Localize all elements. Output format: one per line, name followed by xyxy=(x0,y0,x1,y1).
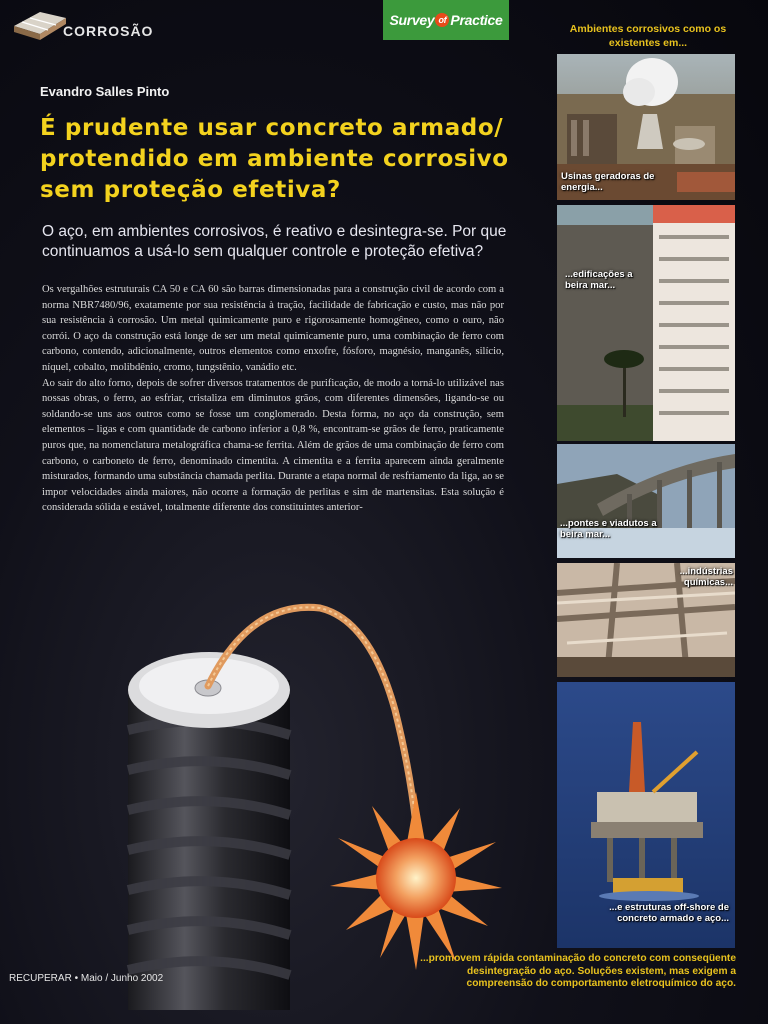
seaside-building-image xyxy=(557,205,735,441)
photo-chemical-industry xyxy=(557,563,735,677)
body-paragraph: Ao sair do alto forno, depois de sofrer diversos tratamentos de purificação, de modo a torná-lo utilizável nas nossas obras, o ferro, ao esfriar, cristaliza em diminutos grãos, com diferentes dimensões, ligando-se ou soldando-se uns aos outros como se fosse um conglomerado. Desta forma, no aço da construção, sem elementos – ligas e com quantidade de carbono inferior a 0,8 %, encontram-se grãos de ferro, praticamente puros que, na nomenclatura metalográfica chama-se ferrita. Além de grãos de uma combinação de ferro com carbono, o carboneto de ferro, denominado cimentita. A cimentita e a ferrita aparecem ainda geralmente misturados, formando uma substância chamada perlita. Durante a etapa normal de resfriamento da liga, ao se impor velocidades ainda maiores, não ocorre a formação de perlitas e sim de martensitas. Esta solução é considerada sólida e estável, totalmente diferente dos constituintes anterior- xyxy=(42,377,504,514)
body-paragraph: Os vergalhões estruturais CA 50 e CA 60 são barras dimensionadas para a construção civil de acordo com a norma NBR7480/96, exatamente por sua resistência à tração, facilidade de fabricação e custo, mas não por sua resistência à corrosão. Um metal quimicamente puro e rigorosamente homogêneo, como o ouro, não corrói. O aço da construção está longe de ser um metal quimicamente puro, uma combinação de ferro com carbono, contendo, adicionalmente, outros elementos como enxofre, fósforo, magnésio, manganês, silício, níquel, cobalto, molibdênio, cromo, tungstênio, vanádio etc. xyxy=(42,284,504,373)
bottom-caption: ...promovem rápida contaminação do concreto com conseqüente desintegração do aço. Soluções existem, mas exigem a compreensão do comportamento eletroquímico do aço. xyxy=(420,953,736,989)
photo-power-plant xyxy=(557,54,735,200)
footer-separator: • xyxy=(74,973,79,984)
corrosion-logo-icon xyxy=(10,4,68,42)
author-name: Evandro Salles Pinto xyxy=(40,84,170,99)
rebar-dynamite-illustration xyxy=(110,600,530,1010)
photo-caption: ...indústrias químicas... xyxy=(679,566,733,588)
photo-caption: ...pontes e viadutos a beira mar... xyxy=(560,518,657,540)
publication-name: RECUPERAR xyxy=(9,973,72,984)
issue-date: Maio / Junho 2002 xyxy=(80,973,164,984)
survey-of-practice-badge xyxy=(383,0,509,40)
section-label: CORROSÃO xyxy=(63,23,154,39)
page-footer xyxy=(9,973,163,984)
bridge-image xyxy=(557,444,735,558)
article-body xyxy=(42,282,504,516)
photo-caption: ...edificações a beira mar... xyxy=(565,269,633,291)
badge-text-left: Survey xyxy=(389,12,435,28)
badge-text-right: Practice xyxy=(450,12,503,28)
photo-caption: ...e estruturas off-shore de concreto armado e aço... xyxy=(609,902,729,924)
article-headline: É prudente usar concreto armado/ protendido em ambiente corrosivo sem proteção efetiva? xyxy=(40,115,509,203)
photo-bridges xyxy=(557,444,735,558)
article-subhead: O aço, em ambientes corrosivos, é reativo e desintegra-se. Por que continuamos a usá-lo sem qualquer controle e proteção efetiva? xyxy=(42,223,507,260)
photo-seaside-building xyxy=(557,205,735,441)
photo-caption: Usinas geradoras de energia... xyxy=(561,171,655,193)
photo-offshore-platform xyxy=(557,682,735,948)
badge-text-middle: of xyxy=(435,13,449,27)
sidebar-caption: Ambientes corrosivos como os existentes em... xyxy=(569,23,727,49)
